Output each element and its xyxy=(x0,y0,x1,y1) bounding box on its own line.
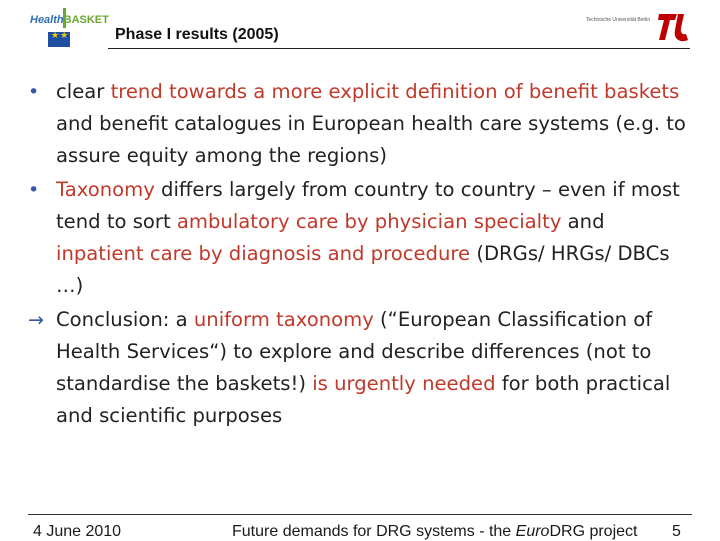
highlight-text: trend towards a more explicit definition of benefit baskets xyxy=(110,80,680,103)
footer-divider xyxy=(28,514,692,515)
slide-header xyxy=(0,0,720,52)
conclusion-text: (“European Classification of Health Services“) to explore and describe differences (not to standardise the baskets!) xyxy=(56,308,653,395)
bullet-item-taxonomy xyxy=(28,174,694,302)
bullet-text: and xyxy=(561,210,605,233)
footer-title-italic: Euro xyxy=(515,523,550,540)
logo-health-text: Health xyxy=(30,14,64,26)
page-title: Phase I results (2005) xyxy=(115,26,279,43)
highlight-text: inpatient care by diagnosis and procedure xyxy=(56,242,471,265)
footer-title-suffix: DRG project xyxy=(549,523,638,540)
conclusion-text: for both practical and scientific purposes xyxy=(56,372,671,427)
logo-wordmark xyxy=(30,14,109,26)
highlight-text: ambulatory care by physician specialty xyxy=(176,210,562,233)
footer-title-prefix: Future demands for DRG systems - the xyxy=(232,523,516,540)
healthbasket-logo xyxy=(30,4,114,48)
footer-title xyxy=(232,523,637,541)
footer-date: 4 June 2010 xyxy=(33,523,122,540)
page-number: 5 xyxy=(672,523,681,540)
bullet-text: and benefit catalogues in European health care systems (e.g. to assure equity among the regions) xyxy=(56,112,686,167)
eu-stars-icon: ★★ xyxy=(51,30,70,40)
tu-berlin-logo-icon xyxy=(657,10,691,44)
highlight-text: Taxonomy xyxy=(56,178,155,201)
logo-basket-text: BASKET xyxy=(63,14,109,26)
bullet-icon: • xyxy=(28,81,40,103)
bullet-item-trend xyxy=(28,76,694,172)
slide-body xyxy=(28,76,694,434)
arrow-right-icon: → xyxy=(28,309,44,331)
bullet-icon: • xyxy=(28,179,40,201)
bullet-text: differs largely from country to country – even if most tend to sort xyxy=(56,178,680,233)
highlight-text: is urgently needed xyxy=(312,372,496,395)
university-name: Technische Universität Berlin xyxy=(586,17,651,23)
highlight-text: uniform taxonomy xyxy=(193,308,374,331)
conclusion-item xyxy=(28,304,694,432)
bullet-text: clear xyxy=(56,80,111,103)
header-divider xyxy=(108,48,690,49)
bullet-text: (DRGs/ HRGs/ DBCs …) xyxy=(56,242,670,297)
conclusion-text: Conclusion: a xyxy=(56,308,194,331)
